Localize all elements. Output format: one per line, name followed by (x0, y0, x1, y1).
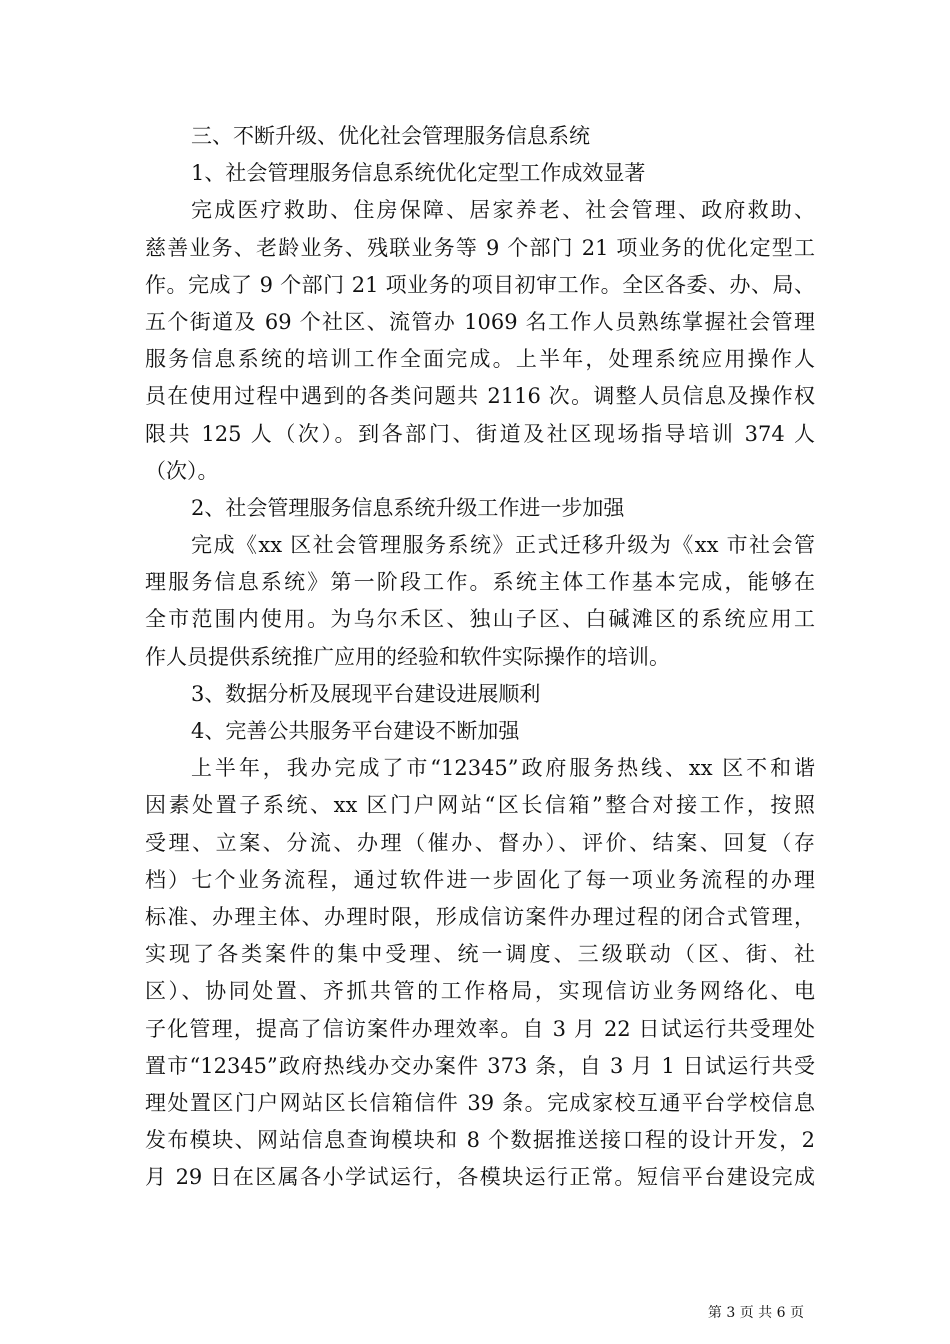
subsection-heading-1: 1、社会管理服务信息系统优化定型工作成效显著 (191, 161, 646, 186)
paragraph-line: 因素处置子系统、xx 区门户网站“区长信箱”整合对接工作，按照 (145, 793, 815, 818)
subsection-heading-3: 3、数据分析及展现平台建设进展顺利 (191, 681, 541, 706)
paragraph-line: 理服务信息系统》第一阶段工作。系统主体工作基本完成，能够在 (145, 570, 815, 595)
paragraph-line: 档）七个业务流程，通过软件进一步固化了每一项业务流程的办理 (145, 867, 815, 892)
document-body (145, 118, 815, 1196)
paragraph-line: 员在使用过程中遇到的各类问题共 2116 次。调整人员信息及操作权 (145, 384, 815, 409)
paragraph-line: 全市范围内使用。为乌尔禾区、独山子区、白碱滩区的系统应用工 (145, 607, 815, 632)
paragraph-line: 慈善业务、老龄业务、残联业务等 9 个部门 21 项业务的优化定型工 (145, 235, 815, 260)
paragraph-line: 受理、立案、分流、办理（催办、督办）、评价、结案、回复（存 (145, 830, 815, 855)
section-heading: 三、不断升级、优化社会管理服务信息系统 (191, 124, 590, 148)
subsection-heading-2: 2、社会管理服务信息系统升级工作进一步加强 (191, 495, 625, 520)
paragraph-line: 月 29 日在区属各小学试运行，各模块运行正常。短信平台建设完成 (145, 1165, 815, 1190)
paragraph-line: 置市“12345”政府热线办交办案件 373 条，自 3 月 1 日试运行共受 (145, 1053, 815, 1078)
paragraph-line: 理处置区门户网站区长信箱信件 39 条。完成家校互通平台学校信息 (145, 1090, 815, 1115)
page-number-footer: 第 3 页 共 6 页 (707, 1305, 804, 1321)
paragraph-line: 作。完成了 9 个部门 21 项业务的项目初审工作。全区各委、办、局、 (145, 272, 815, 297)
paragraph-line: 作人员提供系统推广应用的经验和软件实际操作的培训。 (145, 644, 670, 669)
paragraph-line: 五个街道及 69 个社区、流管办 1069 名工作人员熟练掌握社会管理 (145, 309, 815, 334)
subsection-heading-4: 4、完善公共服务平台建设不断加强 (191, 719, 520, 743)
paragraph-line: （次）。 (145, 458, 219, 483)
paragraph-line: 子化管理，提高了信访案件办理效率。自 3 月 22 日试运行共受理处 (145, 1016, 815, 1041)
paragraph-line: 完成《xx 区社会管理服务系统》正式迁移升级为《xx 市社会管 (191, 533, 815, 558)
paragraph-line: 限共 125 人（次）。到各部门、街道及社区现场指导培训 374 人 (145, 421, 815, 446)
paragraph-line: 服务信息系统的培训工作全面完成。上半年，处理系统应用操作人 (145, 347, 815, 372)
paragraph-line: 实现了各类案件的集中受理、统一调度、三级联动（区、街、社 (145, 942, 815, 967)
paragraph-line: 发布模块、网站信息查询模块和 8 个数据推送接口程的设计开发，2 (145, 1128, 815, 1153)
paragraph-line: 标准、办理主体、办理时限，形成信访案件办理过程的闭合式管理， (145, 904, 815, 929)
paragraph-line: 完成医疗救助、住房保障、居家养老、社会管理、政府救助、 (191, 198, 815, 223)
paragraph-line: 区）、协同处置、齐抓共管的工作格局，实现信访业务网络化、电 (145, 979, 815, 1004)
paragraph-line: 上半年，我办完成了市“12345”政府服务热线、xx 区不和谐 (191, 756, 815, 781)
